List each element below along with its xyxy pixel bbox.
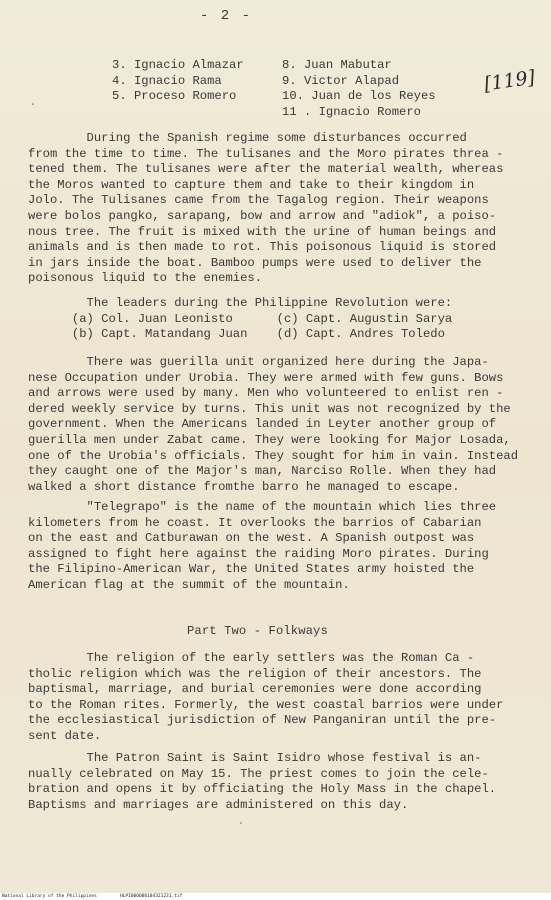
page-number: - 2 - [200,8,253,24]
paragraph-revolution-leaders: The leaders during the Philippine Revolution were: (a) Col. Juan Leonisto (c) Capt. Augustin Sarya (b) Capt. Matandang Juan (d) Capt. Andres Toledo [28,296,453,342]
list-item: 4. Ignacio Rama [112,73,222,88]
list-item: 10. Juan de los Reyes [282,89,436,103]
paragraph-spanish-regime: During the Spanish regime some disturbances occurred from the time to time. The tulisanes and the Moro pirates threa - tened them. The tulisanes were after the material wealth, whereas the Moros wanted to capture them and take to their kingdom in Jolo. The Tulisanes came from the Tagalog region. Their weapons were bolos pangko, sarapang, bow and arrow and "adiok", a poiso- nous tree. The fruit is mixed with the urine of human beings and animals and is then made to rot. This poisonous liquid is stored in jars inside the boat. Bamboo pumps were used to deliver the poisonous liquid to the enemies. [28,131,504,286]
list-item: 9. Victor Alapad [282,73,400,88]
scan-footer [0,893,551,900]
paragraph-patron-saint: The Patron Saint is Saint Isidro whose festival is an- nually celebrated on May 15. The priest comes to join the cele- bration and opens it by officiating the Holy Mass in the chapel. Baptisms and marriages are administered on this day. [28,751,497,812]
list-item: 5. Proceso Romero [112,89,237,103]
list-item: 3. Ignacio Almazar [112,58,244,72]
paragraph-guerilla-unit: There was guerilla unit organized here during the Japa- nese Occupation under Urobia. They were armed with few guns. Bows and arrows were used by many. Men who volunteered to enlist ren - dered weekly service by turns. This unit was not recognized by the government. When the Americans landed in Leyter another group of guerilla men under Zabat came. They were looking for Major Losada, one of the Urobia's officials. They sought for him in vain. Instead they caught one of the Major's man, Narciso Rolle. When they had walked a short distance fromthe barro he managed to escape. [28,355,519,494]
footer-source: National Library of the Philippines [2,894,97,899]
handwritten-page-note: [119] [482,66,537,96]
list-item: 11 . Ignacio Romero [282,104,421,119]
margin-mark: ʻ [30,103,37,114]
section-heading: Part Two - Folkways [187,624,328,638]
paragraph-religion: The religion of the early settlers was the Roman Ca - tholic religion which was the religion of their ancestors. The baptismal, marriage, and burial ceremonies were done according to the Roman rites. Formerly, the west coastal barrios were under the ecclesiastical jurisdiction of New Panganiran until the pre- sent date. [28,651,504,743]
bottom-mark: ʻ [238,822,245,833]
list-item: 8. Juan Mabutar [282,58,392,72]
footer-filename: HLPI000000104321231.tif [120,894,183,899]
names-list-left [112,58,244,105]
names-list-right [282,58,436,120]
paragraph-telegrapo-mountain: "Telegrapo" is the name of the mountain which lies three kilometers from he coast. It overlooks the barrios of Cabarian on the east and Catburawan on the west. A Spanish outpost was assigned to fight here against the raiding Moro pirates. During the Filipino-American War, the United States army hoisted the American flag at the summit of the mountain. [28,500,497,592]
